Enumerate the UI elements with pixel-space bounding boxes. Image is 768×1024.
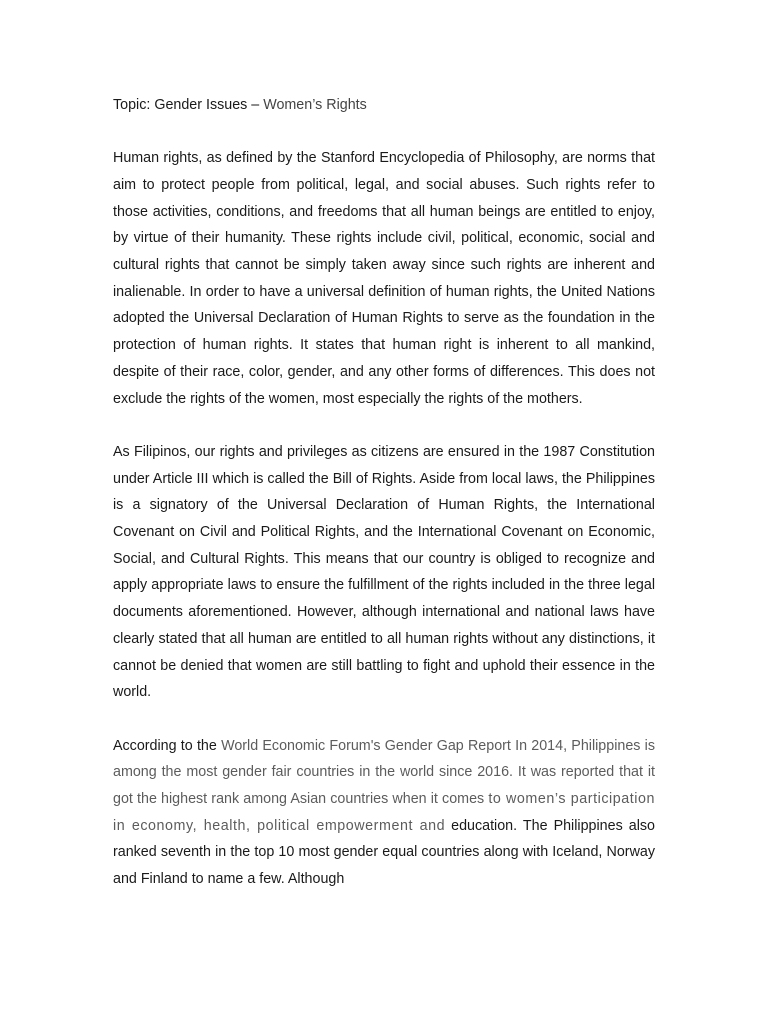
document-body — [113, 92, 655, 920]
topic-subject: Women’s Rights — [263, 97, 367, 113]
topic-heading — [113, 92, 655, 119]
paragraph-rest: education. The Philippines also ranked seventh in the top 10 most gender equal countries along with Iceland, Norway and Finland to name a few. Although — [113, 817, 655, 888]
paragraph-filipino-rights: As Filipinos, our rights and privileges as citizens are ensured in the 1987 Constitution under Article III which is called the Bill of Rights. Aside from local laws, the Philippines is a signatory of the Universal Declaration of Human Rights, the International Covenant on Civil and Political Rights, and the International Covenant on Economic, Social, and Cultural Rights. This means that our country is obliged to recognize and apply appropriate laws to ensure the fulfillment of the rights included in the three legal documents aforementioned. However, although international and national laws have clearly stated that all human are entitled to all human rights without any distinctions, it cannot be denied that women are still battling to fight and uphold their essence in the world. — [113, 443, 655, 701]
report-citation: World Economic Forum's Gender Gap Report In 2014, Philippines is among the most gender fair countries in the world since 2016. It was reported that it got the highest rank among Asian countries when it comes — [113, 737, 655, 808]
participation-text: to women’s participation in economy, health, political empowerment and — [113, 791, 655, 834]
topic-label: Topic: Gender Issues – — [113, 97, 264, 113]
paragraph-intro: According to the — [113, 737, 222, 754]
paragraph-human-rights: Human rights, as defined by the Stanford Encyclopedia of Philosophy, are norms that aim to protect people from political, legal, and social abuses. Such rights refer to those activities, conditions, and freedoms that all human beings are entitled to enjoy, by virtue of their humanity. These rights include civil, political, economic, social and cultural rights that cannot be simply taken away since such rights are inherent and inalienable. In order to have a universal definition of human rights, the United Nations adopted the Universal Declaration of Human Rights to serve as the foundation in the protection of human rights. It states that human right is inherent to all mankind, despite of their race, color, gender, and any other forms of differences. This does not exclude the rights of the women, most especially the rights of the mothers. — [113, 150, 655, 407]
paragraph-gender-gap-report — [113, 733, 655, 893]
